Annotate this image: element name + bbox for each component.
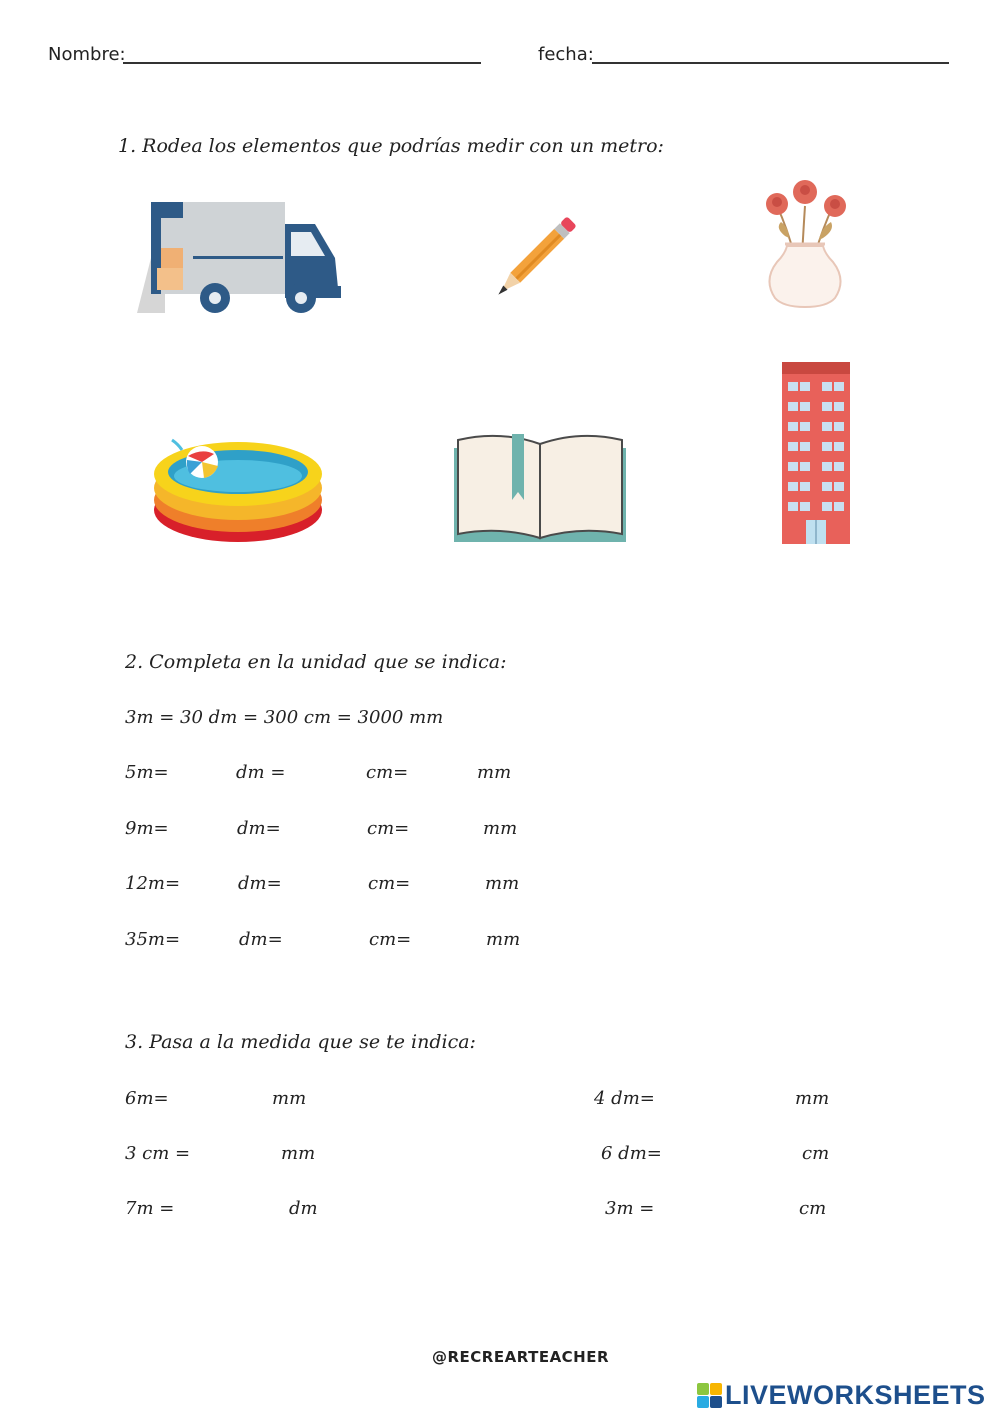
date-field[interactable] xyxy=(592,62,949,64)
left1-value: 6m= xyxy=(125,1088,169,1109)
right1-value: 4 dm= xyxy=(594,1088,655,1109)
conversion-example: 3m = 30 dm = 300 cm = 3000 mm xyxy=(125,707,444,728)
name-label: Nombre: xyxy=(48,44,126,65)
right3-unit: cm xyxy=(799,1198,827,1219)
left1-unit: mm xyxy=(272,1088,307,1109)
left3-value: 7m = xyxy=(125,1198,175,1219)
right3-value: 3m = xyxy=(605,1198,655,1219)
author-credit: @RECREARTEACHER xyxy=(432,1348,610,1366)
name-field[interactable] xyxy=(123,62,481,64)
date-label: fecha: xyxy=(538,44,594,65)
left2-unit: mm xyxy=(281,1143,316,1164)
section2-title: 2. Completa en la unidad que se indica: xyxy=(125,651,507,673)
row3-cm: cm= xyxy=(368,873,411,894)
row4-mm: mm xyxy=(486,929,521,950)
left2-value: 3 cm = xyxy=(125,1143,191,1164)
section1-title: 1. Rodea los elementos que podrías medir con un metro: xyxy=(118,135,664,157)
pencil-icon[interactable] xyxy=(478,205,588,315)
row2-meters: 9m= xyxy=(125,818,169,839)
flower-vase-icon[interactable] xyxy=(755,176,855,311)
row1-cm: cm= xyxy=(366,762,409,783)
section3-title: 3. Pasa a la medida que se te indica: xyxy=(125,1031,476,1053)
row3-meters: 12m= xyxy=(125,873,181,894)
row4-dm: dm= xyxy=(239,929,283,950)
row3-dm: dm= xyxy=(238,873,282,894)
row2-cm: cm= xyxy=(367,818,410,839)
row1-dm: dm = xyxy=(236,762,286,783)
row1-mm: mm xyxy=(477,762,512,783)
row3-mm: mm xyxy=(485,873,520,894)
liveworksheets-logo-text: LIVEWORKSHEETS xyxy=(725,1380,986,1410)
book-icon[interactable] xyxy=(450,430,630,546)
building-icon[interactable] xyxy=(782,362,852,546)
row2-dm: dm= xyxy=(237,818,281,839)
liveworksheets-logo[interactable] xyxy=(697,1380,995,1410)
right2-unit: cm xyxy=(802,1143,830,1164)
row4-meters: 35m= xyxy=(125,929,181,950)
left3-unit: dm xyxy=(289,1198,318,1219)
truck-icon[interactable] xyxy=(135,198,345,318)
row4-cm: cm= xyxy=(369,929,412,950)
right2-value: 6 dm= xyxy=(601,1143,662,1164)
row2-mm: mm xyxy=(483,818,518,839)
liveworksheets-mark-icon xyxy=(697,1383,723,1409)
row1-meters: 5m= xyxy=(125,762,169,783)
pool-icon[interactable] xyxy=(152,430,327,546)
right1-unit: mm xyxy=(795,1088,830,1109)
